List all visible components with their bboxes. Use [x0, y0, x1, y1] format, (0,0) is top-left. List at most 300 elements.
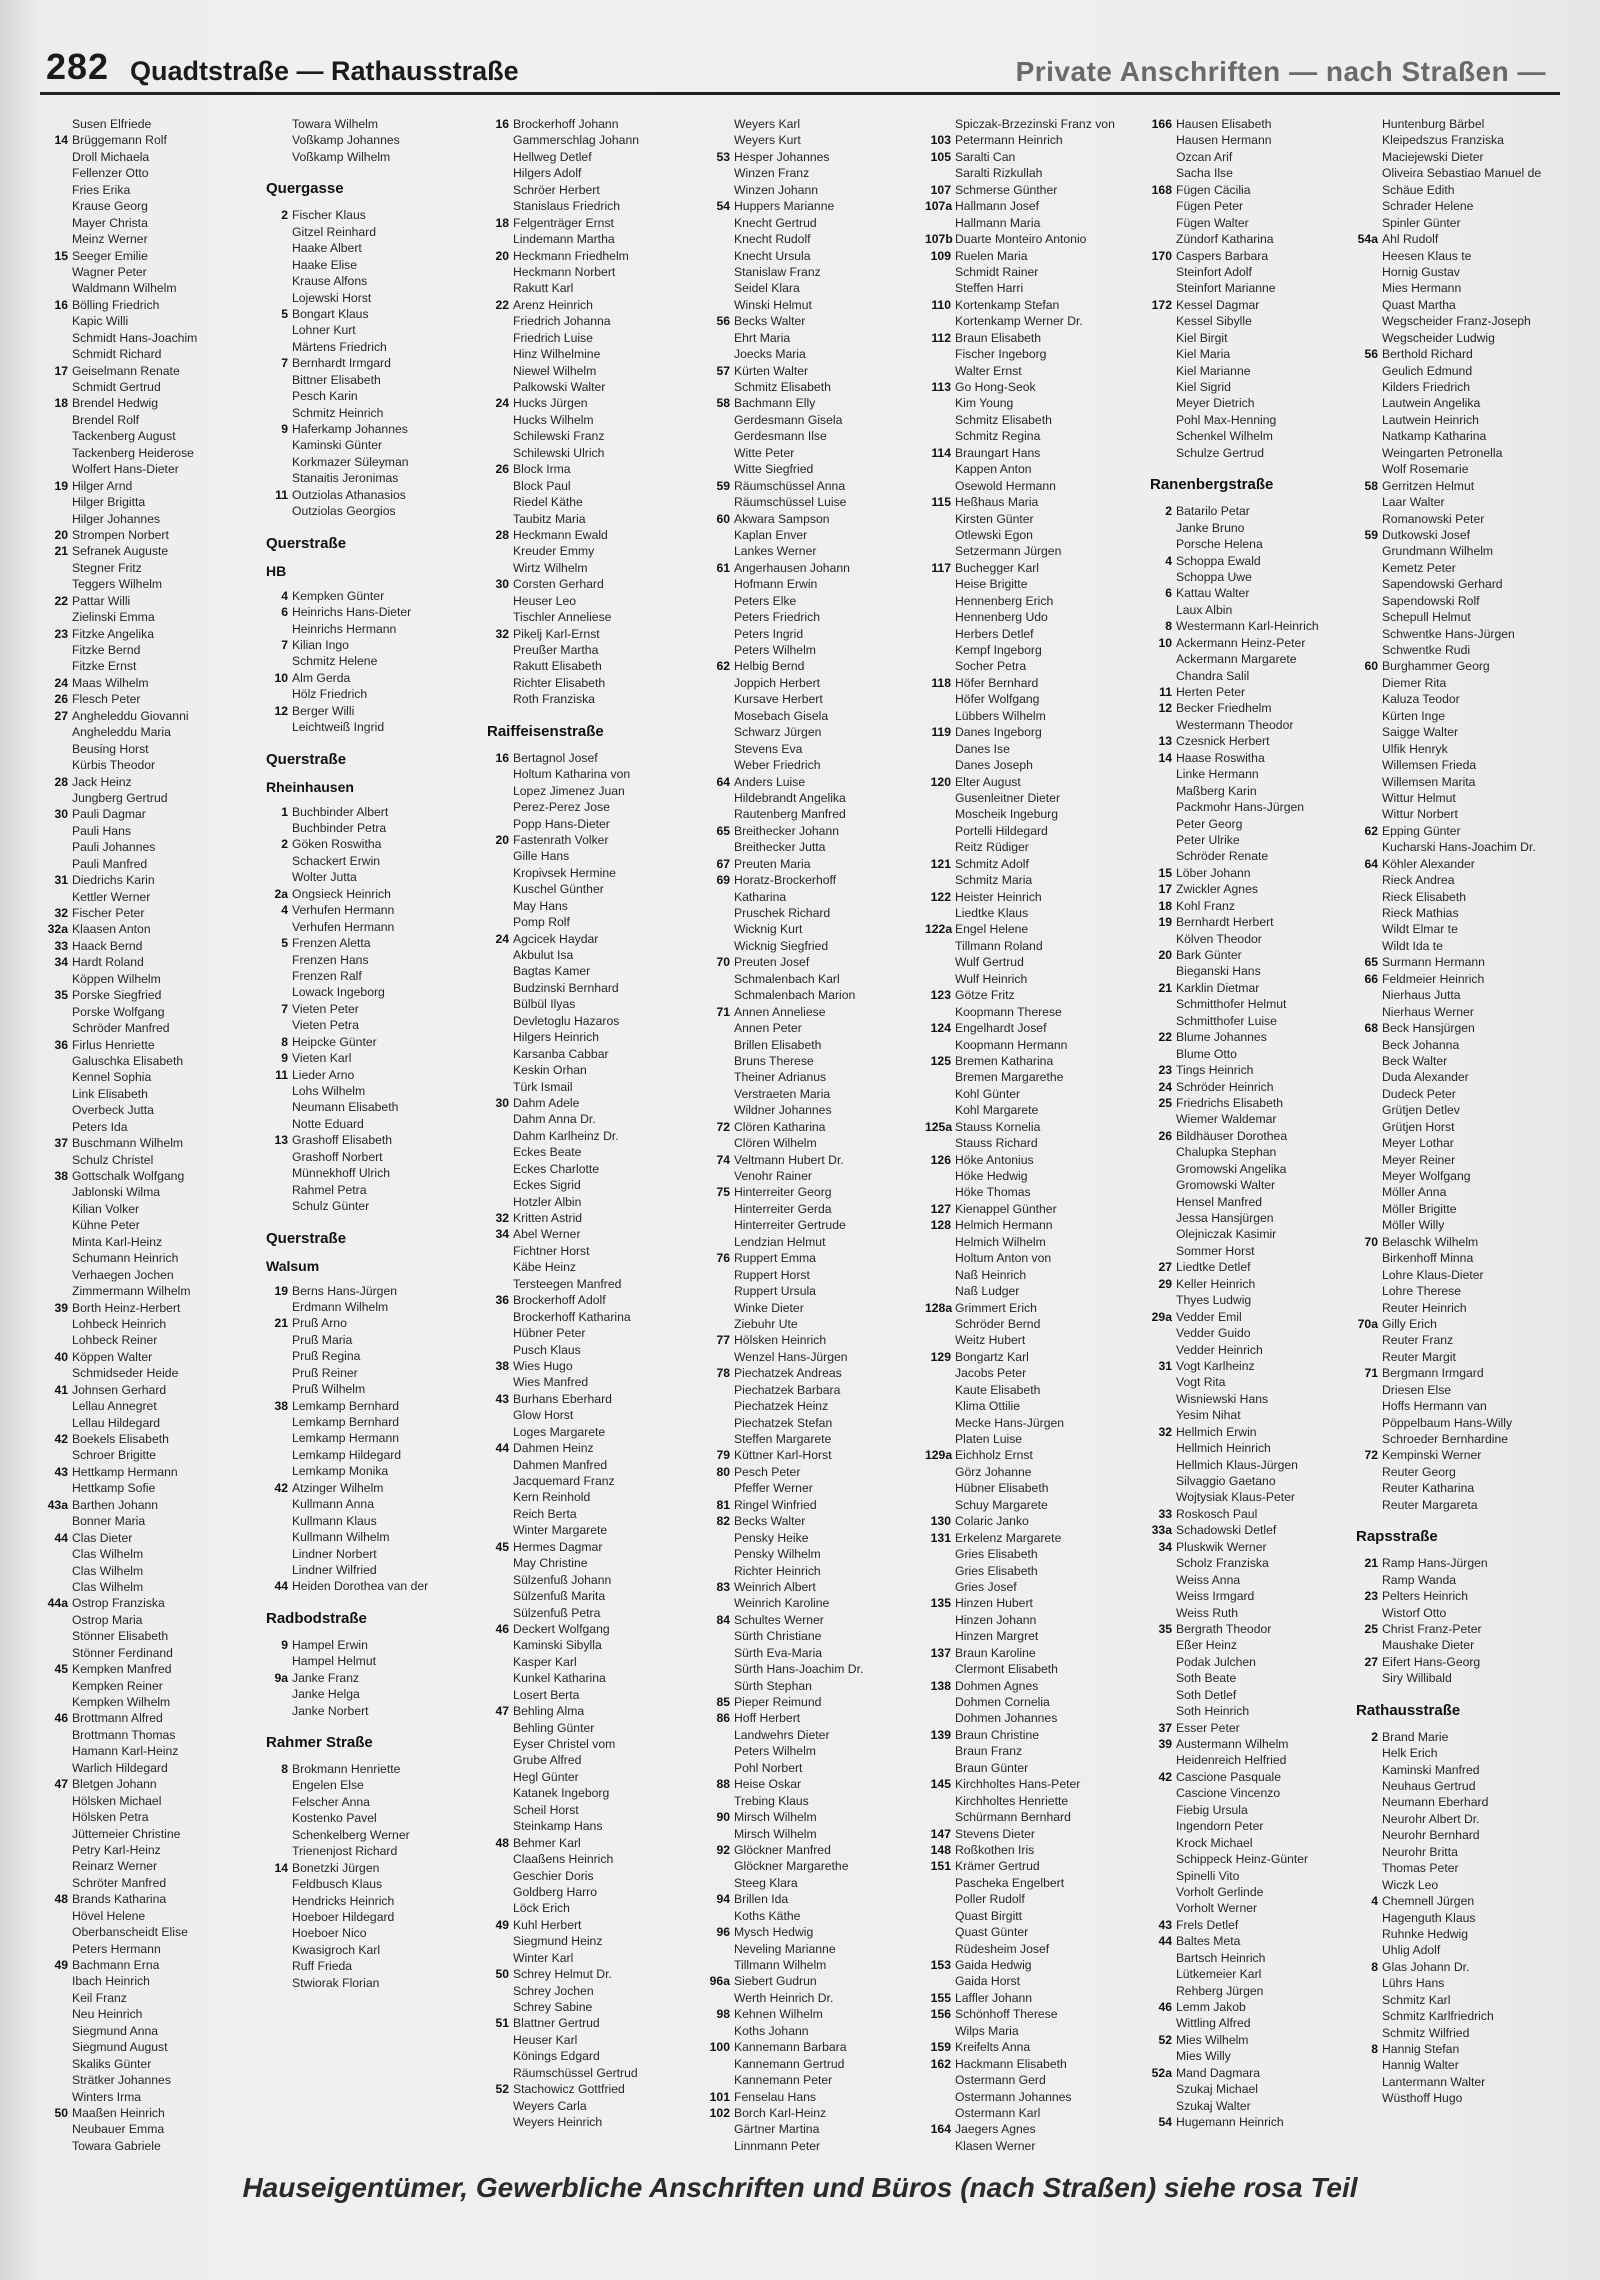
- resident-name: Willemsen Frieda: [1382, 758, 1477, 773]
- directory-entry: [704, 839, 918, 855]
- resident-name: Dahmen Manfred: [513, 1457, 608, 1472]
- resident-name: Beusing Horst: [72, 741, 149, 756]
- resident-name: Fiebig Ursula: [1176, 1802, 1248, 1817]
- directory-entry: [704, 165, 918, 181]
- directory-entry: [1352, 1811, 1566, 1827]
- directory-entry: [925, 412, 1139, 428]
- resident-name: Peters Ida: [72, 1119, 128, 1134]
- house-number: 8: [1371, 1959, 1378, 1974]
- directory-entry: [925, 2023, 1139, 2039]
- directory-entry: [925, 1086, 1139, 1102]
- resident-name: Thomas Peter: [1382, 1861, 1459, 1876]
- resident-name: Krause Georg: [72, 199, 148, 214]
- directory-entry: [925, 1497, 1139, 1513]
- resident-name: Stanaitis Jeronimas: [292, 471, 399, 486]
- house-number: 166: [1151, 117, 1172, 131]
- resident-name: Maas Wilhelm: [72, 675, 149, 690]
- directory-entry: [262, 1810, 476, 1826]
- directory-entry: [262, 984, 476, 1000]
- directory-entry: [42, 2105, 256, 2121]
- directory-entry: [1146, 1966, 1360, 1982]
- directory-entry: [1352, 330, 1566, 346]
- resident-name: Kirchholtes Hans-Peter: [955, 1777, 1081, 1792]
- directory-entry: [262, 1893, 476, 1909]
- house-number: 98: [716, 2007, 730, 2022]
- directory-entry: [925, 1250, 1139, 1266]
- directory-entry: [262, 902, 476, 918]
- house-number: 9: [281, 1637, 288, 1652]
- house-number: 62: [716, 659, 730, 674]
- resident-name: Preuten Maria: [734, 856, 811, 871]
- house-number: 33a: [1151, 1523, 1172, 1538]
- directory-entry: [1146, 569, 1360, 585]
- house-number: 83: [716, 1579, 730, 1594]
- directory-entry: [704, 1168, 918, 1184]
- directory-entry: [1352, 543, 1566, 559]
- directory-entry: [1146, 1144, 1360, 1160]
- resident-name: Diedrichs Karin: [72, 873, 155, 888]
- house-number: 101: [709, 2089, 730, 2104]
- directory-entry: [704, 494, 918, 510]
- directory-entry: [42, 905, 256, 921]
- directory-entry: [42, 2056, 256, 2072]
- resident-name: Gille Hans: [513, 849, 570, 864]
- directory-entry: [1146, 1161, 1360, 1177]
- directory-entry: [925, 198, 1139, 214]
- house-number: 59: [1364, 527, 1378, 542]
- directory-entry: [1146, 865, 1360, 881]
- resident-name: Brockerhoff Adolf: [513, 1293, 606, 1308]
- resident-name: Kempken Manfred: [72, 1662, 172, 1677]
- directory-entry: [483, 1868, 697, 1884]
- resident-name: Mosebach Gisela: [734, 708, 829, 723]
- directory-entry: [925, 626, 1139, 642]
- resident-name: Schenkelberg Werner: [292, 1827, 410, 1842]
- directory-entry: [925, 1760, 1139, 1776]
- directory-entry: [704, 461, 918, 477]
- resident-name: Fastenrath Volker: [513, 832, 609, 847]
- directory-entry: [704, 1300, 918, 1316]
- resident-name: Veltmann Hubert Dr.: [734, 1152, 844, 1167]
- directory-entry: [42, 1086, 256, 1102]
- resident-name: Blume Otto: [1176, 1046, 1237, 1061]
- house-number: 43: [54, 1464, 68, 1479]
- directory-entry: [704, 445, 918, 461]
- resident-name: Winter Karl: [513, 1950, 574, 1965]
- directory-entry: [1146, 1687, 1360, 1703]
- resident-name: Kullmann Klaus: [292, 1513, 377, 1528]
- directory-entry: [1352, 839, 1566, 855]
- resident-name: Hilger Arnd: [72, 478, 133, 493]
- resident-name: Hucks Wilhelm: [513, 412, 594, 427]
- house-number: 29: [1158, 1276, 1172, 1291]
- directory-entry: [262, 637, 476, 653]
- house-number: 74: [716, 1152, 730, 1167]
- resident-name: Hölsken Heinrich: [734, 1333, 827, 1348]
- resident-name: Borth Heinz-Herbert: [72, 1300, 181, 1315]
- directory-entry: [704, 1612, 918, 1628]
- directory-entry: [262, 1529, 476, 1545]
- resident-name: Buchbinder Albert: [292, 804, 389, 819]
- resident-name: Esser Peter: [1176, 1720, 1240, 1735]
- resident-name: Driesen Else: [1382, 1382, 1452, 1397]
- directory-entry: [42, 1924, 256, 1940]
- house-number: 19: [1158, 915, 1172, 930]
- directory-entry: [925, 1513, 1139, 1529]
- house-number: 5: [281, 936, 288, 951]
- directory-entry: [262, 703, 476, 719]
- directory-entry: [42, 1678, 256, 1694]
- house-number: 28: [54, 774, 68, 789]
- directory-entry: [42, 1973, 256, 1989]
- resident-name: Holtum Katharina von: [513, 767, 631, 782]
- resident-name: Liedtke Klaus: [955, 906, 1029, 920]
- directory-entry: [1146, 1720, 1360, 1736]
- resident-name: Pesch Peter: [734, 1464, 801, 1479]
- resident-name: Lemkamp Bernhard: [292, 1415, 400, 1429]
- resident-name: Peters Hermann: [72, 1941, 161, 1956]
- directory-entry: [704, 1349, 918, 1365]
- directory-entry: [262, 820, 476, 836]
- resident-name: Linke Hermann: [1176, 767, 1259, 782]
- resident-name: Wildner Johannes: [734, 1103, 832, 1118]
- directory-entry: [1146, 1654, 1360, 1670]
- directory-entry: [42, 774, 256, 790]
- house-number: 29a: [1151, 1309, 1172, 1324]
- resident-name: Brüggemann Rolf: [72, 133, 167, 148]
- resident-name: Kullmann Wilhelm: [292, 1530, 390, 1545]
- resident-name: Hannig Walter: [1382, 2058, 1459, 2073]
- directory-entry: [704, 1234, 918, 1250]
- resident-name: Frenzen Hans: [292, 952, 369, 967]
- directory-entry: [1352, 1283, 1566, 1299]
- resident-name: Keskin Orhan: [513, 1063, 587, 1078]
- directory-entry: [262, 273, 476, 289]
- resident-name: Tersteegen Manfred: [513, 1276, 622, 1291]
- resident-name: Jaegers Agnes: [955, 2122, 1036, 2137]
- directory-entry: [1352, 182, 1566, 198]
- house-number: 42: [54, 1432, 68, 1446]
- directory-entry: [483, 898, 697, 914]
- resident-name: Bachmann Elly: [734, 396, 816, 411]
- resident-name: Schmalenbach Karl: [734, 971, 840, 986]
- house-number: 8: [1371, 2042, 1378, 2056]
- resident-name: Gerdesmann Gisela: [734, 412, 843, 427]
- resident-name: Brillen Ida: [734, 1892, 789, 1907]
- resident-name: Schmidt Hans-Joachim: [72, 330, 198, 345]
- directory-entry: [925, 1464, 1139, 1480]
- resident-name: Kaminski Manfred: [1382, 1762, 1480, 1777]
- directory-entry: [1352, 1102, 1566, 1118]
- resident-name: Eyser Christel vom: [513, 1737, 616, 1751]
- resident-name: Eckes Sigrid: [513, 1178, 581, 1193]
- resident-name: Fügen Walter: [1176, 215, 1249, 230]
- directory-entry: [483, 313, 697, 329]
- directory-entry: [704, 182, 918, 198]
- resident-name: Lohre Therese: [1382, 1284, 1462, 1299]
- directory-entry: [1352, 1119, 1566, 1135]
- resident-name: Mecke Hans-Jürgen: [955, 1415, 1065, 1430]
- resident-name: Peter Ulrike: [1176, 832, 1240, 847]
- resident-name: Weiss Ruth: [1176, 1605, 1239, 1620]
- resident-name: Bertagnol Josef: [513, 750, 598, 765]
- directory-entry: [1352, 149, 1566, 165]
- resident-name: Zielinski Emma: [72, 610, 155, 625]
- house-number: 60: [716, 511, 730, 526]
- house-number: 18: [54, 396, 68, 411]
- resident-name: Schilewski Franz: [513, 429, 605, 444]
- directory-entry: [925, 560, 1139, 576]
- directory-entry: [262, 853, 476, 869]
- house-number: 20: [495, 832, 509, 847]
- directory-entry: [1146, 231, 1360, 247]
- resident-name: Tischler Anneliese: [513, 610, 612, 625]
- resident-name: Johnsen Gerhard: [72, 1382, 167, 1397]
- resident-name: Pauli Manfred: [72, 856, 148, 871]
- directory-entry: [925, 1710, 1139, 1726]
- resident-name: Heuser Leo: [513, 593, 577, 608]
- directory-entry: [925, 1217, 1139, 1233]
- directory-entry: [925, 428, 1139, 444]
- directory-entry: [483, 297, 697, 313]
- directory-entry: [704, 609, 918, 625]
- directory-entry: [1146, 1259, 1360, 1275]
- directory-entry: [1352, 1020, 1566, 1036]
- directory-entry: [704, 297, 918, 313]
- directory-entry: [1146, 881, 1360, 897]
- directory-entry: [704, 1973, 918, 1989]
- directory-entry: [925, 774, 1139, 790]
- resident-name: Lemkamp Monika: [292, 1464, 389, 1479]
- resident-name: Osewold Hermann: [955, 478, 1056, 493]
- resident-name: Heipcke Günter: [292, 1034, 377, 1049]
- house-number: 70a: [1357, 1316, 1378, 1331]
- directory-entry: [925, 1168, 1139, 1184]
- directory-entry: [704, 2072, 918, 2088]
- resident-name: Fischer Peter: [72, 906, 145, 920]
- directory-column: [483, 116, 697, 2156]
- resident-name: Koths Johann: [734, 2023, 809, 2038]
- resident-name: Friedrichs Elisabeth: [1176, 1095, 1284, 1110]
- directory-entry: [704, 2056, 918, 2072]
- directory-entry: [704, 1678, 918, 1694]
- resident-name: Bonetzki Jürgen: [292, 1860, 380, 1875]
- directory-entry: [42, 593, 256, 609]
- directory-entry: [42, 576, 256, 592]
- directory-entry: [925, 1447, 1139, 1463]
- resident-name: Schürmann Bernhard: [955, 1810, 1071, 1825]
- house-number: 21: [1158, 980, 1172, 995]
- directory-entry: [704, 790, 918, 806]
- directory-entry: [1352, 790, 1566, 806]
- directory-entry: [1352, 1184, 1566, 1200]
- directory-entry: [262, 670, 476, 686]
- directory-entry: [42, 330, 256, 346]
- resident-name: Grütjen Detlev: [1382, 1103, 1460, 1118]
- house-number: 105: [930, 149, 951, 164]
- resident-name: Laar Walter: [1382, 495, 1445, 510]
- resident-name: Gries Elisabeth: [955, 1563, 1038, 1578]
- directory-entry: [1146, 1522, 1360, 1538]
- directory-entry: [704, 198, 918, 214]
- resident-name: Hagenguth Klaus: [1382, 1910, 1476, 1925]
- resident-name: Spinelli Vito: [1176, 1868, 1240, 1883]
- directory-entry: [262, 1546, 476, 1562]
- resident-name: Barthen Johann: [72, 1497, 159, 1512]
- directory-entry: [1352, 428, 1566, 444]
- resident-name: Laffler Johann: [955, 1990, 1033, 2005]
- resident-name: Tillmann Wilhelm: [734, 1958, 827, 1972]
- resident-name: Holtum Anton von: [955, 1251, 1052, 1266]
- directory-entry: [1352, 1431, 1566, 1447]
- resident-name: Braun Günter: [955, 1760, 1029, 1775]
- directory-entry: [262, 1578, 476, 1594]
- house-number: 68: [1364, 1021, 1378, 1036]
- resident-name: Steinfort Adolf: [1176, 264, 1252, 279]
- directory-entry: [704, 708, 918, 724]
- resident-name: Ramp Wanda: [1382, 1572, 1457, 1587]
- house-number: 6: [281, 605, 288, 620]
- resident-name: Blume Johannes: [1176, 1030, 1267, 1045]
- resident-name: Warlich Hildegard: [72, 1760, 168, 1775]
- resident-name: Hannig Stefan: [1382, 2042, 1460, 2056]
- resident-name: Schmitthofer Luise: [1176, 1013, 1277, 1028]
- house-number: 86: [716, 1711, 730, 1726]
- directory-entry: [925, 576, 1139, 592]
- directory-entry: [483, 1325, 697, 1341]
- directory-entry: [262, 1067, 476, 1083]
- directory-entry: [42, 1464, 256, 1480]
- house-number: 84: [716, 1612, 730, 1627]
- directory-entry: [1146, 700, 1360, 716]
- resident-name: Stachowicz Gottfried: [513, 2082, 625, 2097]
- directory-entry: [925, 1941, 1139, 1957]
- resident-name: Mirsch Wilhelm: [734, 1826, 817, 1841]
- directory-entry: [483, 980, 697, 996]
- resident-name: Corsten Gerhard: [513, 577, 604, 592]
- resident-name: Schrey Jochen: [513, 1983, 594, 1998]
- directory-entry: [1146, 1111, 1360, 1127]
- directory-entry: [925, 1645, 1139, 1661]
- resident-name: Trienenjost Richard: [292, 1844, 398, 1859]
- directory-entry: [1146, 2065, 1360, 2081]
- resident-name: Bletgen Johann: [72, 1777, 157, 1792]
- directory-entry: [483, 363, 697, 379]
- house-number: 24: [54, 675, 68, 690]
- directory-entry: [1146, 2032, 1360, 2048]
- directory-entry: [1352, 165, 1566, 181]
- directory-entry: [704, 1267, 918, 1283]
- directory-entry: [704, 2023, 918, 2039]
- directory-entry: [925, 494, 1139, 510]
- resident-name: Sürth Stephan: [734, 1678, 812, 1693]
- resident-name: Deckert Wolfgang: [513, 1621, 610, 1636]
- directory-entry: [483, 1555, 697, 1571]
- directory-entry: [1146, 1194, 1360, 1210]
- directory-entry: [1146, 1900, 1360, 1916]
- house-number: 22: [495, 297, 509, 312]
- resident-name: Winski Helmut: [734, 297, 812, 312]
- directory-entry: [42, 461, 256, 477]
- directory-entry: [1352, 1152, 1566, 1168]
- resident-name: Knecht Gertrud: [734, 215, 817, 230]
- resident-name: Hamann Karl-Heinz: [72, 1744, 179, 1759]
- directory-entry: [925, 346, 1139, 362]
- directory-entry: [1146, 264, 1360, 280]
- house-number: 7: [281, 1001, 288, 1016]
- resident-name: Clas Wilhelm: [72, 1579, 144, 1594]
- directory-entry: [1352, 987, 1566, 1003]
- house-number: 9: [281, 1051, 288, 1066]
- resident-name: Pruß Wilhelm: [292, 1382, 366, 1397]
- directory-entry: [925, 1661, 1139, 1677]
- resident-name: Jessa Hansjürgen: [1176, 1211, 1274, 1225]
- directory-entry: [1352, 938, 1566, 954]
- directory-entry: [704, 149, 918, 165]
- resident-name: Ruppert Ursula: [734, 1284, 816, 1299]
- directory-entry: [483, 1128, 697, 1144]
- resident-name: Klima Ottilie: [955, 1399, 1021, 1414]
- resident-name: Petry Karl-Heinz: [72, 1842, 161, 1857]
- house-number: 38: [54, 1169, 68, 1183]
- directory-entry: [483, 2114, 697, 2130]
- resident-name: Setzermann Jürgen: [955, 544, 1062, 559]
- directory-entry: [704, 543, 918, 559]
- resident-name: Krause Alfons: [292, 274, 368, 289]
- resident-name: Ackermann Margarete: [1176, 652, 1297, 667]
- resident-name: Stanislaw Franz: [734, 264, 821, 279]
- directory-entry: [1146, 1999, 1360, 2015]
- district-heading: Walsum: [266, 1257, 320, 1274]
- resident-name: Siebert Gudrun: [734, 1974, 817, 1989]
- directory-entry: [1146, 1506, 1360, 1522]
- resident-name: Kirsten Günter: [955, 511, 1034, 526]
- resident-name: Knecht Rudolf: [734, 232, 811, 247]
- resident-name: Schmidt Gertrud: [72, 380, 161, 394]
- resident-name: Fischer Klaus: [292, 208, 366, 223]
- directory-entry: [1146, 1029, 1360, 1045]
- directory-entry: [483, 1177, 697, 1193]
- directory-column: [925, 116, 1139, 2156]
- resident-name: Sürth Hans-Joachim Dr.: [734, 1662, 864, 1677]
- resident-name: Fichtner Horst: [513, 1243, 590, 1258]
- resident-name: Hensel Manfred: [1176, 1194, 1263, 1209]
- directory-entry: [704, 1283, 918, 1299]
- resident-name: Maushake Dieter: [1382, 1638, 1475, 1653]
- resident-name: Socher Petra: [955, 659, 1027, 674]
- resident-name: Siegmund Heinz: [513, 1934, 603, 1949]
- resident-name: May Christine: [513, 1556, 588, 1571]
- resident-name: Weyers Heinrich: [513, 2115, 603, 2130]
- directory-entry: [483, 1111, 697, 1127]
- resident-name: Clören Wilhelm: [734, 1136, 817, 1151]
- resident-name: Janke Franz: [292, 1670, 360, 1685]
- directory-entry: [1352, 1267, 1566, 1283]
- directory-entry: [704, 313, 918, 329]
- resident-name: Hermes Dagmar: [513, 1539, 603, 1554]
- resident-name: Wiczk Leo: [1382, 1877, 1439, 1892]
- resident-name: Haferkamp Johannes: [292, 422, 408, 436]
- resident-name: Höke Antonius: [955, 1152, 1034, 1167]
- resident-name: Dohmen Agnes: [955, 1678, 1039, 1693]
- directory-entry: [1146, 750, 1360, 766]
- directory-entry: [704, 1004, 918, 1020]
- resident-name: Berthold Richard: [1382, 347, 1473, 362]
- house-number: 67: [716, 856, 730, 871]
- house-number: 34: [1158, 1539, 1172, 1554]
- resident-name: Tings Heinrich: [1176, 1063, 1254, 1078]
- house-number: 2: [281, 837, 288, 852]
